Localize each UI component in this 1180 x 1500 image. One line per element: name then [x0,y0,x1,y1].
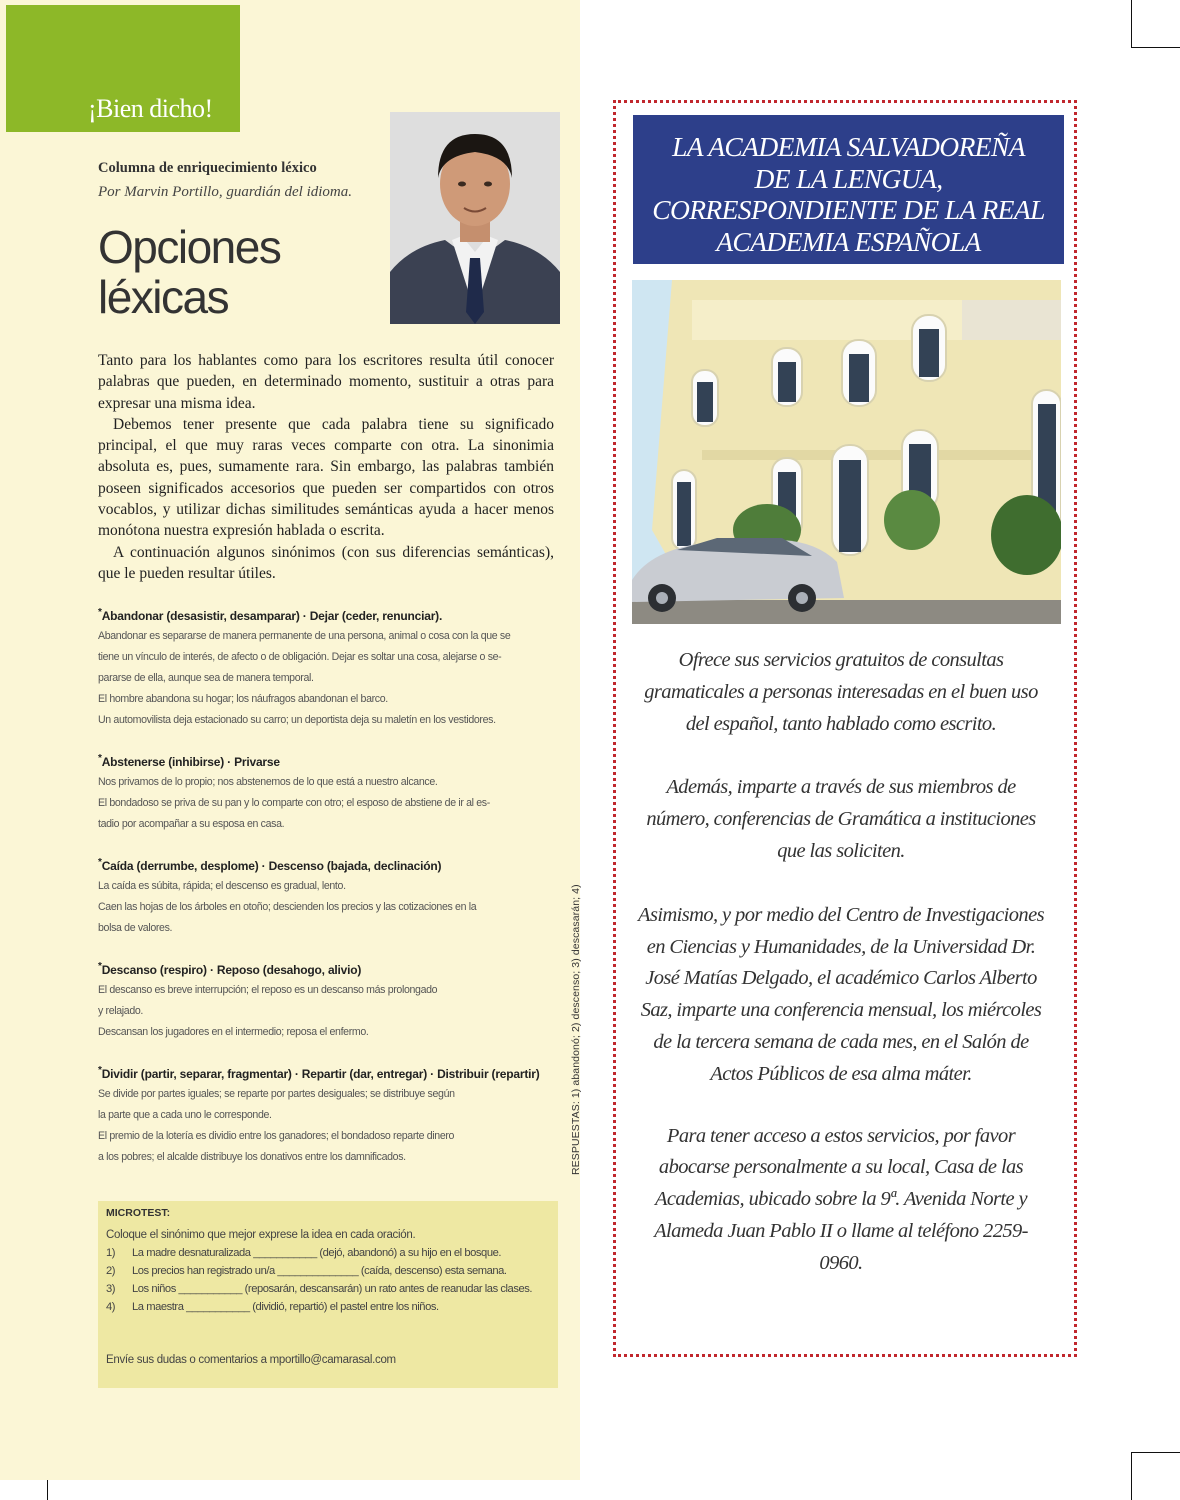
synonym-entries [98,607,556,1190]
synonym-entry [98,857,556,939]
academy-paragraph: Asimismo, y por medio del Centro de Investigaciones en Ciencias y Humanidades, de la Universidad Dr. José Matías Delgado, el académico Carlos Alberto Saz, imparte una conferencia mensual, los miércoles de la tercera semana de cada mes, en el Salón de Actos Públicos de esa alma máter. [638,903,1044,1085]
entry-title: *Caída (derrumbe, desplome) · Descenso (bajada, declinación) [98,857,442,873]
column-kicker: Columna de enriquecimiento léxico [98,160,317,176]
entry-title: *Abandonar (desasistir, desamparar) · Dejar (ceder, renunciar). [98,607,443,623]
entry-line: La caída es súbita, rápida; el descenso es gradual, lento. [98,880,346,892]
synonym-entry [98,961,556,1043]
microtest-item: 4) La maestra ___________ (dividió, repartió) el pastel entre los niños. [106,1301,439,1313]
entry-line: El descanso es breve interrupción; el reposo es un descanso más prolongado [98,984,438,996]
entry-line: pararse de ella, aunque sea de manera temporal. [98,672,314,684]
answers-vertical: RESPUESTAS: 1) abandonó; 2) descenso; 3) descasarán; 4) [570,884,582,1175]
author-portrait-illustration [390,112,560,324]
crop-mark [1131,0,1132,48]
entry-title: *Descanso (respiro) · Reposo (desahogo, alivio) [98,961,362,977]
synonym-entry [98,753,556,835]
entry-line: Abandonar es separarse de manera permanente de una persona, animal o cosa con la que se [98,630,511,642]
academy-paragraph: Además, imparte a través de sus miembros de número, conferencias de Gramática a instituciones que las soliciten. [646,776,1036,862]
entry-title: *Abstenerse (inhibirse) · Privarse [98,753,280,769]
entry-line: Un automovilista deja estacionado su carro; un deportista deja su maletín en los vestidores. [98,714,496,726]
entry-line: Caen las hojas de los árboles en otoño; descienden los precios y las cotizaciones en la [98,901,477,913]
microtest-item: 2) Los precios han registrado un/a ______________ (caída, descenso) esta semana. [106,1265,507,1277]
entry-line: la parte que a cada uno le corresponde. [98,1109,272,1121]
academy-header-line: DE LA LENGUA, [754,162,943,194]
academy-header [633,115,1064,264]
entry-line: Descansan los jugadores en el intermedio; reposa el enfermo. [98,1026,369,1038]
synonym-entry [98,1065,556,1168]
entry-line: Nos privamos de lo propio; nos abstenemos de lo que está a nuestro alcance. [98,776,438,788]
intro-paragraph: A continuación algunos sinónimos (con sus diferencias semánticas), que le pueden resultar útiles. [98,543,554,582]
headline-line: Opciones [98,221,281,273]
author-photo [390,112,560,324]
crop-mark [1131,1452,1132,1500]
academy-header-line: ACADEMIA ESPAÑOLA [716,225,981,257]
entry-line: tiene un vínculo de interés, de afecto o de obligación. Dejar es soltar una cosa, alejarse o se- [98,651,502,663]
entry-line: y relajado. [98,1005,144,1017]
entry-line: El bondadoso se priva de su pan y lo comparte con otro; el esposo de abstiene de ir al es- [98,797,490,809]
academy-building-photo [632,280,1061,624]
academy-info [636,645,1046,1312]
entry-line: El premio de la lotería es dividio entre los ganadores; el bondadoso reparte dinero [98,1130,455,1142]
crop-mark [1132,1452,1180,1453]
entry-line: bolsa de valores. [98,922,173,934]
microtest-contact: Envíe sus dudas o comentarios a mportillo@camarasal.com [106,1354,396,1366]
building-illustration [632,280,1061,624]
intro-paragraph: Debemos tener presente que cada palabra tiene su significado principal, el que muy raras veces comparte con otra. La sinonimia absoluta es, pues, sumamente rara. Sin embargo, las palabras también poseen significados accesorios que pueden ser compartidos con otros vocablos, y utilizar dichas similitudes semánticas ayuda a hacer menos monótona nuestra expresión hablada o escrita. [98,415,554,540]
synonym-entry [98,607,556,731]
column-byline: Por Marvin Portillo, guardián del idioma. [98,184,353,200]
microtest-item: 3) Los niños ___________ (reposarán, descansarán) un rato antes de reanudar las clases. [106,1283,533,1295]
crop-mark [1132,47,1180,48]
academy-header-line: LA ACADEMIA SALVADOREÑA [672,131,1025,162]
academy-header-line: CORRESPONDIENTE DE LA REAL [652,194,1045,225]
entry-line: El hombre abandona su hogar; los náufragos abandonan el barco. [98,693,388,705]
entry-title: *Dividir (partir, separar, fragmentar) · Repartir (dar, entregar) · Distribuir (repartir) [98,1065,540,1081]
microtest-box [98,1201,558,1388]
section-brand [6,5,240,132]
microtest-title: MICROTEST: [106,1207,171,1219]
intro-text [98,350,554,584]
microtest-instruction: Coloque el sinónimo que mejor exprese la idea en cada oración. [106,1229,416,1241]
entry-line: Se divide por partes iguales; se reparte por partes desiguales; se distribuye según [98,1088,455,1100]
academy-paragraph: Para tener acceso a estos servicios, por favor abocarse personalmente a su local, Casa de las Academias, ubicado sobre la 9ª. Avenida Norte y Alameda Juan Pablo II o llame al teléfono 2259-0960. [654,1124,1028,1274]
brand-label: ¡Bien dicho! [88,94,213,123]
intro-paragraph: Tanto para los hablantes como para los escritores resulta útil conocer palabras que pueden, en determinado momento, sustituir a otras para expresar una misma idea. [98,352,554,412]
article-headline [98,222,378,322]
microtest-item: 1) La madre desnaturalizada ___________ (dejó, abandonó) a su hijo en el bosque. [106,1247,502,1259]
entry-line: a los pobres; el alcalde distribuye los donativos entre los damnificados. [98,1151,406,1163]
headline-line: léxicas [98,271,229,323]
academy-paragraph: Ofrece sus servicios gratuitos de consultas gramaticales a personas interesadas en el buen uso del español, tanto hablado como escrito. [644,649,1038,735]
entry-line: tadio por acompañar a su esposa en casa. [98,818,285,830]
